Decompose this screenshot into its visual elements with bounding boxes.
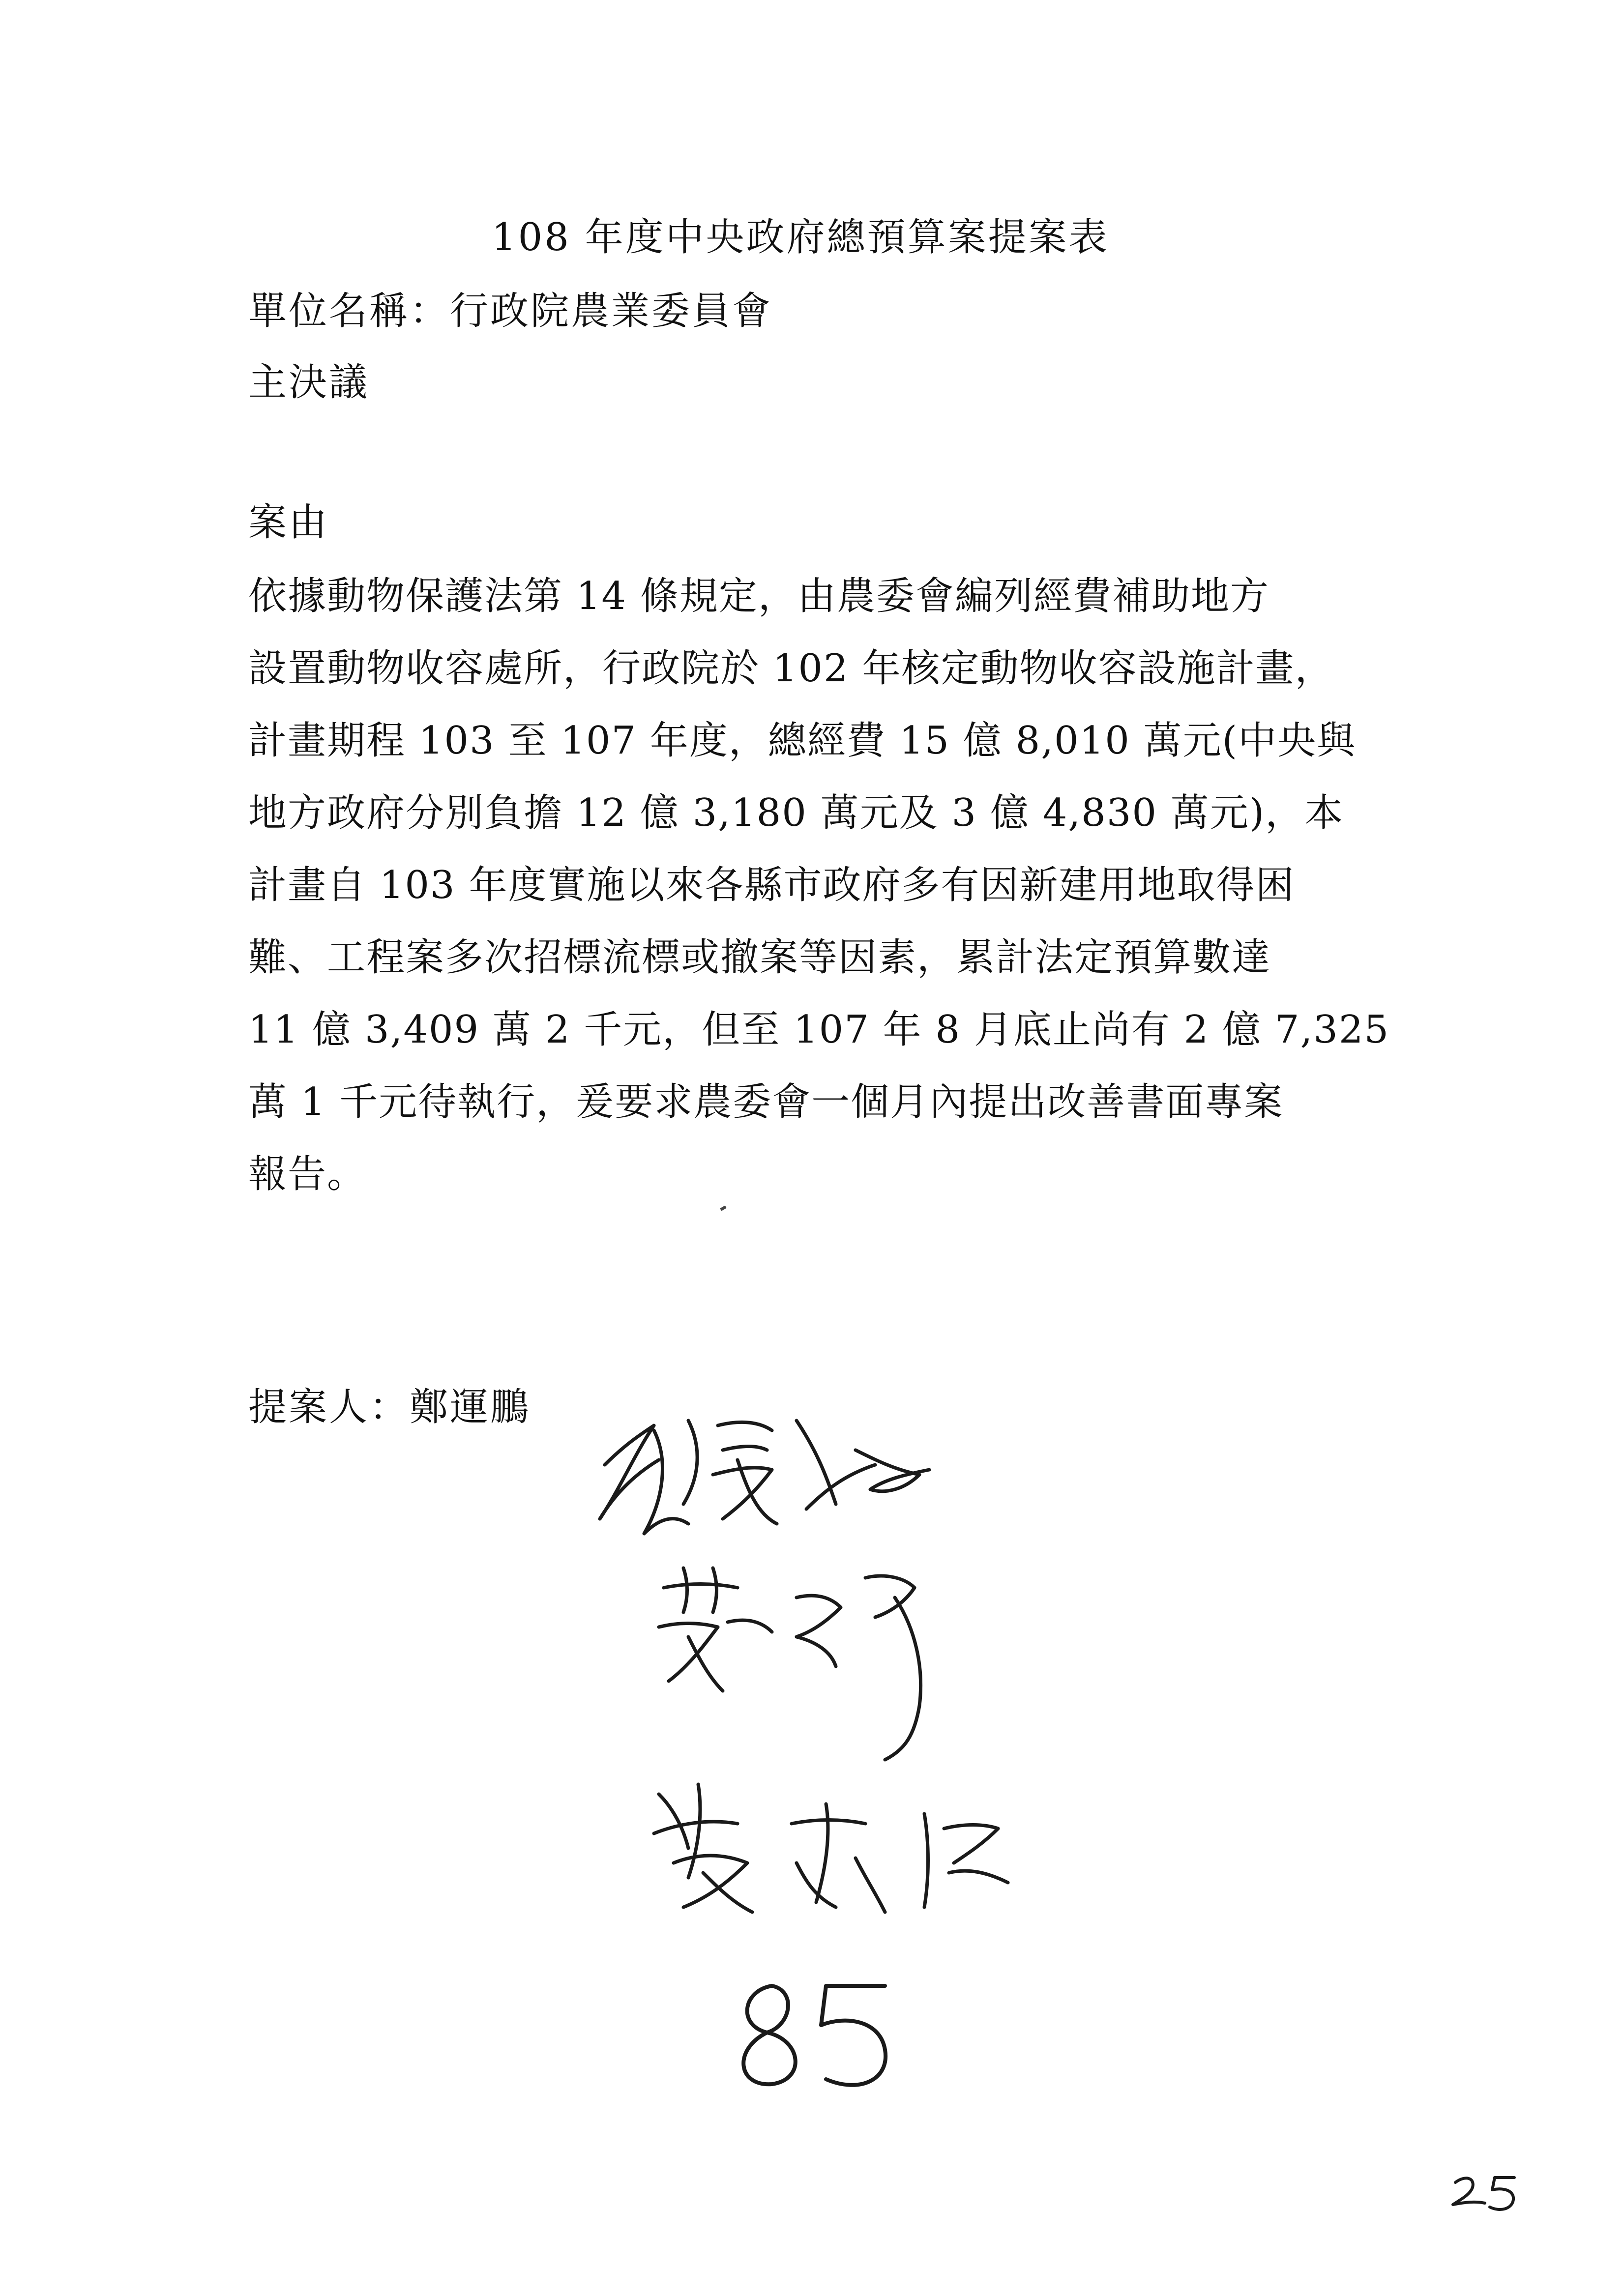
body-line: 計畫自 103 年度實施以來各縣市政府多有因新建用地取得困 [248,863,1295,907]
body-line: 依據動物保護法第 14 條規定，由農委會編列經費補助地方 [248,574,1270,618]
body-line: 報告。 [248,1152,367,1196]
main-resolution-label: 主決議 [248,360,370,405]
signature-1 [600,1421,929,1534]
page-number-handwritten [1446,2163,1524,2217]
document-title: 108 年度中央政府總預算案提案表 [492,215,1109,260]
signature-3 [654,1784,1008,1912]
signature-2 [659,1568,921,1760]
proposer: 提案人：鄭運鵬 [248,1385,531,1429]
unit-name: 單位名稱：行政院農業委員會 [248,289,773,333]
body-line: 難、工程案多次招標流標或撤案等因素，累計法定預算數達 [248,935,1271,980]
case-body [248,560,1390,1211]
body-line: 計畫期程 103 至 107 年度，總經費 15 億 8,010 萬元(中央與 [248,719,1357,763]
case-heading: 案由 [248,500,329,545]
body-line: 11 億 3,409 萬 2 千元，但至 107 年 8 月底止尚有 2 億 7,325 [248,1008,1390,1052]
handwritten-signatures [541,1391,1131,2104]
body-line: 設置動物收容處所，行政院於 102 年核定動物收容設施計畫， [248,646,1334,691]
handwritten-85 [743,1986,886,2085]
body-line: 地方政府分別負擔 12 億 3,180 萬元及 3 億 4,830 萬元)，本 [248,791,1344,835]
body-line: 萬 1 千元待執行，爰要求農委會一個月內提出改善書面專案 [248,1080,1284,1124]
